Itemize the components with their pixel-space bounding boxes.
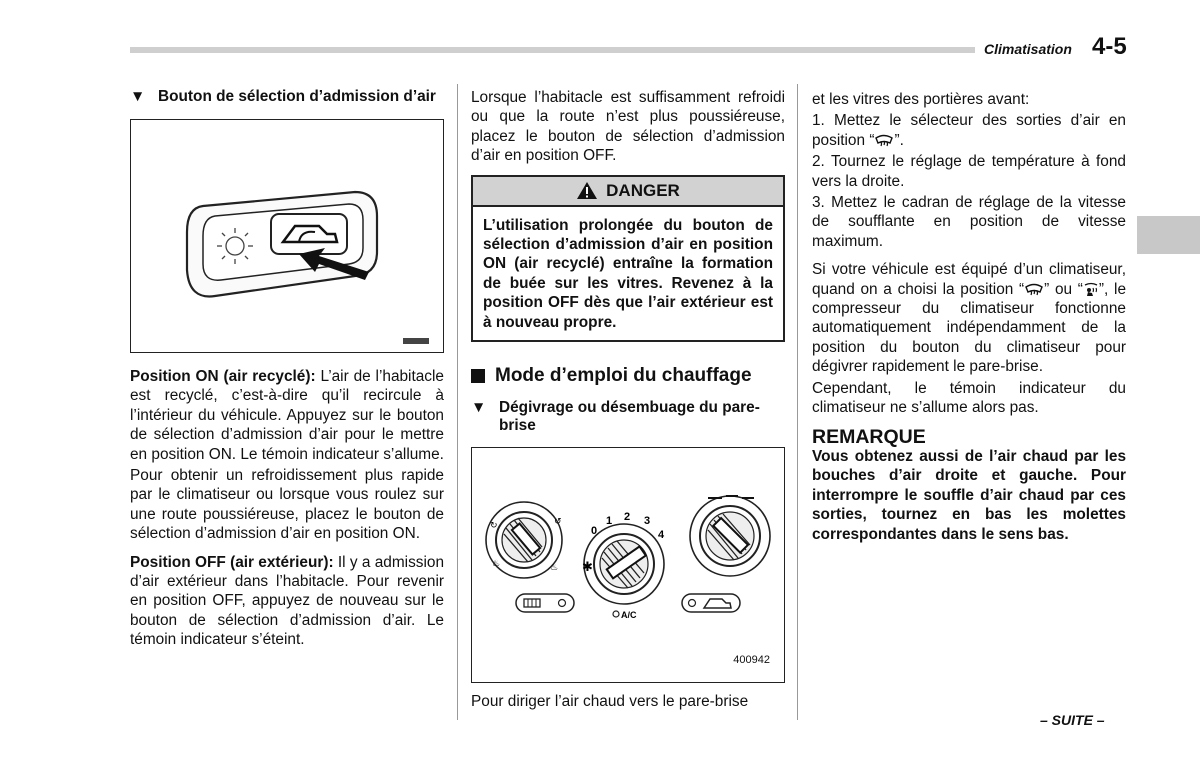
- header-rule: [130, 47, 975, 53]
- continued-label: – SUITE –: [1040, 712, 1105, 728]
- column-divider: [457, 84, 458, 720]
- triangle-bullet-icon: ▼: [471, 399, 487, 417]
- fan-speed-4: 4: [658, 529, 665, 542]
- fan-icon: ✱: [582, 560, 593, 576]
- fan-speed-1: 1: [606, 515, 613, 528]
- paragraph-indicator: Cependant, le témoin indicateur du climatiseur ne s’allume alors pas.: [812, 379, 1126, 417]
- defrost-foot-icon: [1083, 282, 1099, 297]
- fan-speed-3: 3: [644, 515, 651, 528]
- recirculation-button: [682, 594, 740, 612]
- paragraph-faster-cooling: Pour obtenir un refroidissement plus rapide par le climatiseur ou lorsque vous roulez sur une route poussiéreuse, placez le bouton de sélection d’admission d’air en position ON.: [130, 467, 444, 543]
- middle-column: [471, 88, 785, 712]
- figure-heater-controls: [471, 447, 785, 683]
- step-3: 3. Mettez le cadran de réglage de la vitesse de soufflante en position de vitesse maximum.: [812, 194, 1126, 250]
- outlet-selector-dial: [486, 502, 562, 578]
- column-divider: [797, 84, 798, 720]
- page-number: 4-5: [1092, 33, 1127, 60]
- triangle-bullet-icon: ▼: [130, 88, 146, 105]
- defrost-icon: [1024, 283, 1044, 297]
- step-2: 2. Tournez le réglage de température à fond vers la droite.: [812, 153, 1126, 190]
- left-column: [130, 88, 444, 650]
- square-bullet-icon: [471, 369, 485, 383]
- defrost-icon: [874, 134, 894, 148]
- paragraph-front-windows: et les vitres des portières avant:: [812, 91, 1030, 108]
- heading-heating-operation: Mode d’emploi du chauffage: [471, 366, 785, 385]
- figure-code-mark: [403, 338, 429, 344]
- danger-text: L’utilisation prolongée du bouton de sélection d’admission d’air en position ON (air recyclé) entraîne la formation de buée sur les vitres. Revenez à la position OFF dès que l’air extérieur est à nouveau propre.: [483, 216, 773, 331]
- ac-label: A/C: [621, 610, 637, 621]
- section-title: Climatisation: [984, 41, 1072, 57]
- subheading-defrost: ▼ Dégivrage ou désembuage du pare-brise: [471, 399, 760, 435]
- warning-triangle-icon: [576, 181, 598, 200]
- chapter-tab: [1137, 216, 1200, 254]
- fan-speed-2: 2: [624, 511, 631, 524]
- figure-code: 400942: [733, 654, 770, 667]
- figure-air-intake-button: [130, 119, 444, 353]
- note-text: Vous obtenez aussi de l’air chaud par les bouches d’air droite et gauche. Pour interrompre le souffle d’air chaud par ces sorties, tournez en bas les molettes correspondantes dans le sens bas.: [812, 447, 1126, 543]
- paragraph-return-off: Lorsque l’habitacle est suffisamment refroidi ou que la route n’est plus poussiéreuse, placez le bouton de sélection d’admission d’air en position OFF.: [471, 89, 785, 165]
- paragraph-position-on: Position ON (air recyclé): L’air de l’habitacle est recyclé, c’est-à-dire qu’il recircule à l’intérieur du véhicule. Appuyez sur le bouton de sélection d’admission d’air pour le mettre en position ON. Le témoin indicateur s’allume.: [130, 368, 444, 463]
- paragraph-position-off: Position OFF (air extérieur): Il y a admission d’air extérieur dans l’habitacle. Pour revenir en position OFF, appuyez de nouveau sur le bouton de sélection d’admission d’air. Le témoin indicateur s’éteint.: [130, 553, 445, 649]
- fan-speed-0: 0: [591, 525, 598, 538]
- svg-text:↺: ↺: [554, 517, 562, 528]
- rear-defrost-button: [516, 594, 574, 612]
- air-intake-button-illustration: [131, 120, 443, 352]
- svg-text:↻: ↻: [490, 521, 498, 532]
- step-1: 1. Mettez le sélecteur des sorties d’air en position “ ”.: [812, 112, 1126, 149]
- heater-control-panel-illustration: [472, 448, 784, 682]
- note-heading: REMARQUE: [812, 425, 926, 448]
- svg-text:♨: ♨: [492, 559, 501, 570]
- figure-caption: Pour diriger l’air chaud vers le pare-brise: [471, 693, 749, 711]
- fan-speed-dial: [582, 511, 665, 620]
- svg-text:♨: ♨: [550, 563, 559, 574]
- right-column: [812, 90, 1126, 544]
- danger-header: DANGER: [473, 177, 783, 207]
- danger-box: [471, 175, 785, 342]
- subheading-air-intake: ▼ Bouton de sélection d’admission d’air: [130, 88, 436, 105]
- temperature-dial: [690, 496, 770, 576]
- paragraph-compressor: Si votre véhicule est équipé d’un climatiseur, quand on a choisi la position “ ” ou “ ”, le compresseur du climatiseur fonctionne automatiquement indépendamment de la position du bouton du climatiseur pour dégivrer rapidement le pare-brise.: [812, 261, 1126, 376]
